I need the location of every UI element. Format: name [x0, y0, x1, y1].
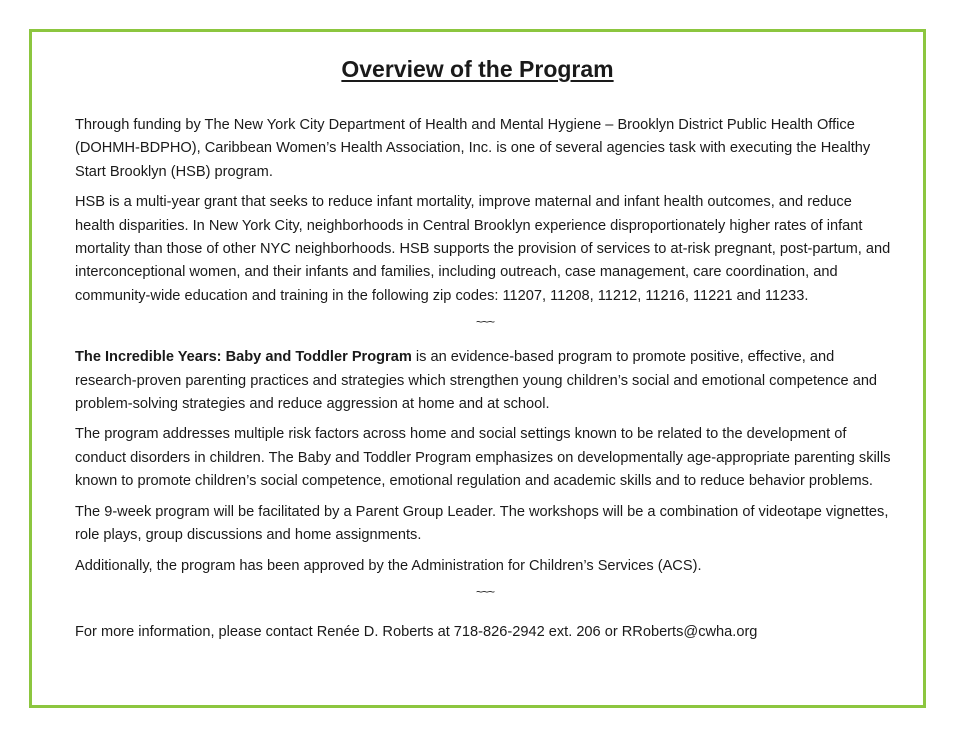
document-body [75, 114, 895, 651]
acs-approval-paragraph: Additionally, the program has been approved by the Administration for Children’s Services (ACS). [75, 557, 702, 574]
document-border-frame [29, 29, 926, 708]
contact-information: For more information, please contact Renée D. Roberts at 718-826-2942 ext. 206 or RRoberts@cwha.org [75, 623, 758, 640]
section-separator: ~~~ [475, 315, 495, 330]
hsb-funding-paragraph: Through funding by The New York City Department of Health and Mental Hygiene – Brooklyn District Public Health Office (DOHMH-BDPHO), Caribbean Women’s Health Association, Inc. is one of several agencies task with executing the Healthy Start Brooklyn (HSB) program. [75, 117, 871, 180]
program-name: The Incredible Years: Baby and Toddler Program [75, 349, 412, 366]
program-intro-text: is an evidence-based program to promote positive, effective, and research-proven parenting practices and strategies which strengthen young children’s social and emotional competence and problem-solving strategies and reduce aggression at home and at school. [75, 349, 878, 413]
section-separator-bottom: ~~~ [475, 584, 495, 599]
program-intro-paragraph [75, 346, 895, 416]
risk-factors-paragraph: The program addresses multiple risk factors across home and social settings known to be related to the development of conduct disorders in children. The Baby and Toddler Program emphasizes on developmentally age-appropriate parenting skills known to promote children’s social competence, emotional regulation and academic skills and to reduce behavior problems. [75, 426, 891, 490]
hsb-description-paragraph: HSB is a multi-year grant that seeks to reduce infant mortality, improve maternal and infant health outcomes, and reduce health disparities. In New York City, neighborhoods in Central Brooklyn experience disproportionately higher rates of infant mortality than those of other NYC neighborhoods. HSB supports the provision of services to at-risk pregnant, post-partum, and interconceptional women, and their infants and families, including outreach, case management, care coordination, and community-wide education and training in the following zip codes: 11207, 11208, 11212, 11216, 11221 and 11233. [75, 194, 891, 304]
page-title: Overview of the Program [341, 56, 614, 82]
workshop-format-paragraph: The 9-week program will be facilitated by a Parent Group Leader. The workshops will be a combination of videotape vignettes, role plays, group discussions and home assignments. [75, 503, 889, 544]
